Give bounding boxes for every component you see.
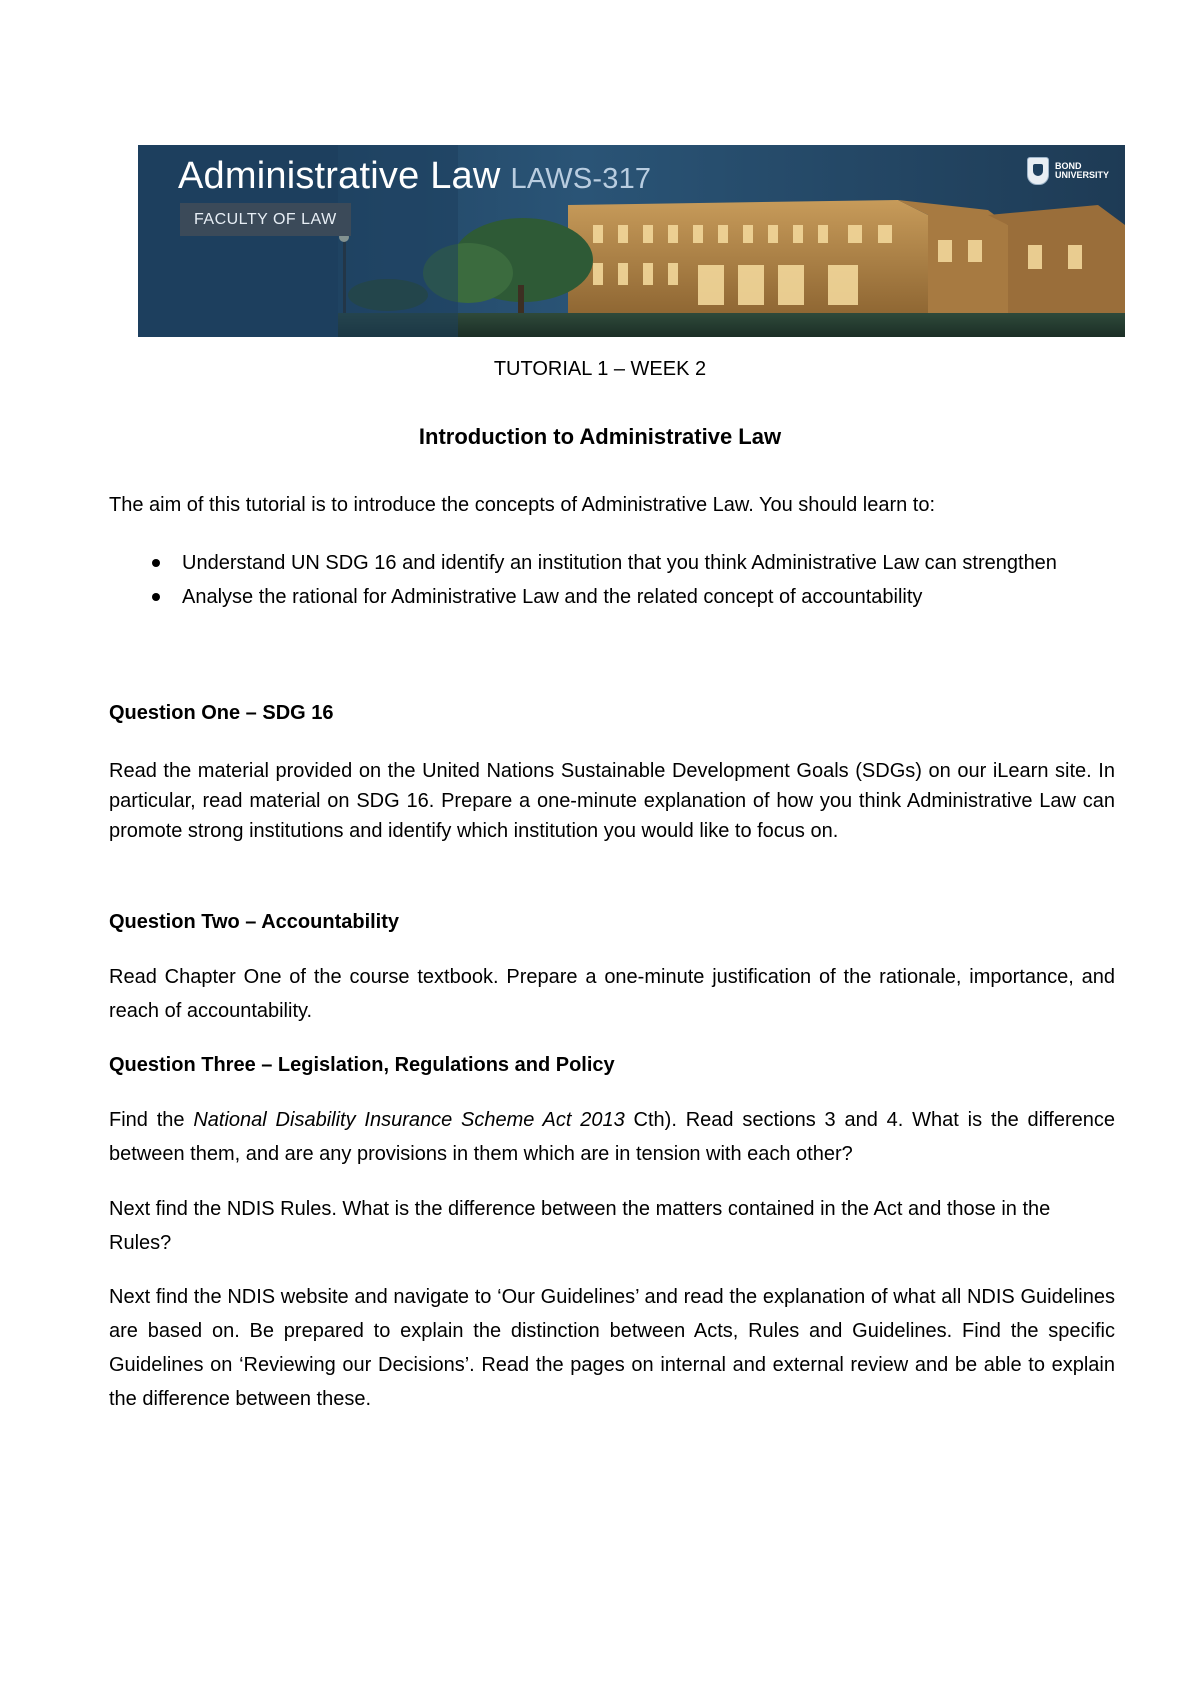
course-title-text: Administrative Law [178, 155, 501, 197]
course-banner [138, 145, 1125, 337]
crest-icon [1027, 157, 1049, 185]
question-three-heading: Question Three – Legislation, Regulations and Policy [109, 1054, 615, 1076]
logo-text-line-1: BOND [1054, 161, 1082, 171]
question-two-paragraph: Read Chapter One of the course textbook. Prepare a one-minute justification of the rationale, importance, and reach of accountability. [109, 966, 1115, 1022]
faculty-label: FACULTY OF LAW [180, 203, 351, 236]
course-title [178, 155, 651, 198]
act-name: National Disability Insurance Scheme Act 2013 [193, 1109, 625, 1131]
document-title: Introduction to Administrative Law [418, 424, 782, 449]
course-code: LAWS-317 [510, 163, 652, 195]
find-suffix: Cth). Read sections 3 and 4. What is the difference between them, and are any provisions in them which are in tension with each other? [109, 1109, 1116, 1165]
question-three-paragraph-3: Next find the NDIS website and navigate to ‘Our Guidelines’ and read the explanation of what all NDIS Guidelines are based on. Be prepared to explain the distinction between Acts, Rules and Guidelines. Find the specific Guidelines on ‘Reviewing our Decisions’. Read the pages on internal and external review and be able to explain the difference between these. [109, 1286, 1115, 1410]
list-item [109, 580, 1115, 614]
question-three-paragraph-1 [109, 1103, 1115, 1171]
question-two-heading: Question Two – Accountability [109, 911, 400, 933]
logo-text-line-2: UNIVERSITY [1054, 170, 1109, 180]
question-one-heading: Question One – SDG 16 [109, 702, 334, 724]
bullet-icon [152, 593, 160, 601]
objective-text: Understand UN SDG 16 and identify an institution that you think Administrative Law can strengthen [182, 552, 1057, 574]
list-item [109, 546, 1115, 580]
bond-university-logo [1027, 157, 1109, 185]
question-one-paragraph: Read the material provided on the United Nations Sustainable Development Goals (SDGs) on our iLearn site. In particular, read material on SDG 16. Prepare a one-minute explanation of how you think Administrative Law can promote strong institutions and identify which institution you would like to focus on. [109, 760, 1115, 842]
intro-paragraph: The aim of this tutorial is to introduce the concepts of Administrative Law. You should learn to: [109, 494, 936, 516]
tutorial-heading: TUTORIAL 1 – WEEK 2 [493, 358, 707, 380]
find-prefix: Find the [109, 1109, 194, 1131]
objective-text: Analyse the rational for Administrative Law and the related concept of accountability [182, 586, 923, 608]
question-three-paragraph-2: Next find the NDIS Rules. What is the difference between the matters contained in the Act and those in the Rules? [109, 1198, 1051, 1254]
bullet-icon [152, 559, 160, 567]
objectives-list [109, 546, 1115, 614]
